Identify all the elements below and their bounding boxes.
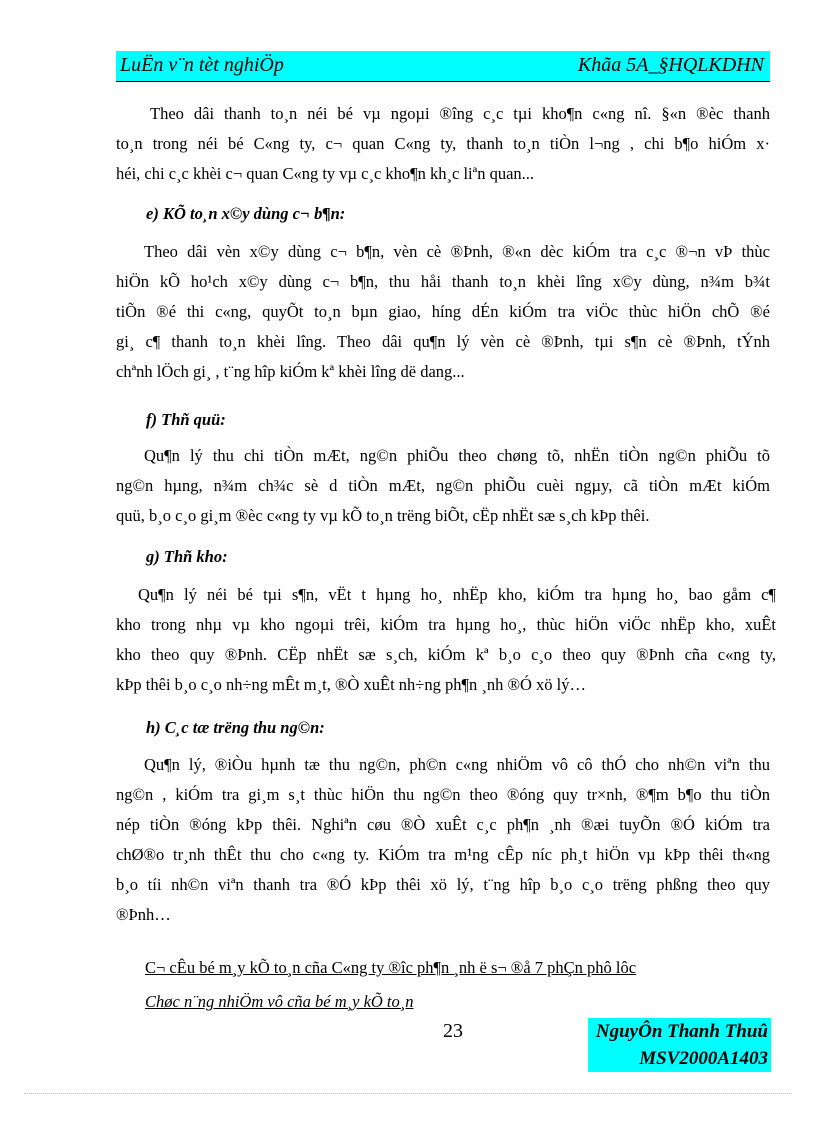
text-line: kho trong nhµ vµ kho ngoµi trêi, kiÓm tra hµng ho¸, thùc hiÖn viÖc nhËp kho, xuÊt: [116, 615, 776, 634]
text-line: hiÖn kÕ ho¹ch x©y dùng c¬ b¶n, thu håi thanh to¸n khèi lîng x©y dùng, n¾m b¾t: [116, 272, 770, 291]
text-line: chªnh lÖch gi¸ , t¨ng hîp kiÓm kª khèi lîng dë dang...: [116, 362, 465, 381]
text-line: Theo dâi vèn x©y dùng c¬ b¶n, vèn cè ®Þnh, ®«n dèc kiÓm tra c¸c ®¬n vÞ thùc: [144, 242, 770, 261]
author-box: [588, 1018, 771, 1072]
paragraph-cashier-team-leaders: [116, 750, 770, 930]
text-line: Qu¶n lý néi bé tµi s¶n, vËt t hµng ho¸ nhËp kho, kiÓm tra hµng ho¸ bao gåm c¶: [138, 585, 776, 604]
text-line: ®Þnh…: [116, 905, 171, 924]
header-course-label: Khãa 5A_§HQLKDHN: [577, 54, 764, 76]
section-heading-h: h) C¸c tæ trëng thu ng©n:: [146, 718, 325, 737]
header-thesis-label: LuËn v¨n tèt nghiÖp: [120, 54, 284, 76]
paragraph-warehouse: [116, 580, 776, 700]
text-line: Theo dâi thanh to¸n néi bé vµ ngoµi ®îng c¸c tµi kho¶n c«ng nî. §«n ®èc thanh: [150, 104, 770, 123]
section-heading-f: f) Thñ quü:: [146, 410, 226, 429]
text-line: quü, b¸o c¸o gi¸m ®èc c«ng ty vµ kÕ to¸n trëng biÕt, cËp nhËt sæ s¸ch kÞp thêi.: [116, 506, 650, 525]
section-heading-g: g) Thñ kho:: [146, 547, 228, 566]
text-line: Qu¶n lý thu chi tiÒn mÆt, ng©n phiÕu theo chøng tõ, nhËn tiÒn ng©n phiÕu tõ: [144, 446, 770, 465]
text-line: chØ®o tr¸nh thÊt thu cho c«ng ty. KiÓm tra m¹ng cÊp níc ph¸t hiÖn vµ kÞp thêi th«ng: [116, 845, 770, 864]
text-line: to¸n trong néi bé C«ng ty, c¬ quan C«ng ty, thanh to¸n tiÒn l¬ng , chi b¶o hiÓm x·: [116, 134, 770, 153]
text-line: ng©n hµng, n¾m ch¾c sè d tiÒn mÆt, ng©n phiÕu cuèi ngµy, cã tiÒn mÆt kiÓm: [116, 476, 770, 495]
paragraph-cashier: [116, 441, 770, 531]
section-heading-e: e) KÕ to¸n x©y dùng c¬ b¶n:: [146, 204, 346, 223]
text-line: Qu¶n lý, ®iÒu hµnh tæ thu ng©n, ph©n c«ng nhiÖm vô cô thÓ cho nh©n viªn thu: [144, 755, 770, 774]
text-line: kho theo quy ®Þnh. CËp nhËt sæ s¸ch, kiÓm kª b¸o c¸o theo quy ®Þnh cña c«ng ty,: [116, 645, 776, 664]
student-id: MSV2000A1403: [639, 1048, 768, 1069]
link-accounting-structure[interactable]: C¬ cÊu bé m¸y kÕ to¸n cña C«ng ty ®îc ph¶n ¸nh ë s¬ ®å 7 phÇn phô lôc: [145, 958, 637, 977]
link-accounting-functions[interactable]: Chøc n¨ng nhiÖm vô cña bé m¸y kÕ to¸n: [145, 992, 414, 1011]
text-line: nép tiÒn ®óng kÞp thêi. Nghiªn cøu ®Ò xuÊt c¸c ph¶n ¸nh ®æi tuyÕn ®Ó kiÓm tra: [116, 815, 770, 834]
author-name: NguyÔn Thanh Thuû: [595, 1021, 768, 1042]
text-line: kÞp thêi b¸o c¸o nh÷ng mÊt m¸t, ®Ò xuÊt nh÷ng ph¶n ¸nh ®Ó xö lý…: [116, 675, 587, 694]
page-divider: [24, 1093, 792, 1094]
text-line: héi, chi c¸c khèi c¬ quan C«ng ty vµ c¸c kho¶n kh¸c liªn quan...: [116, 164, 535, 183]
text-line: ng©n , kiÓm tra gi¸m s¸t thùc hiÖn thu ng©n theo ®óng quy tr×nh, ®¶m b¶o thu tiÒn: [116, 785, 770, 804]
page-header: [116, 51, 770, 82]
page-number: 23: [443, 1020, 463, 1042]
text-line: gi¸ c¶ thanh to¸n khèi lîng. Theo dâi qu¶n lý vèn cè ®Þnh, tµi s¶n cè ®Þnh, tÝnh: [116, 332, 770, 351]
text-line: b¸o tíi nh©n viªn thanh tra ®Ó kÞp thêi xö lý, t¨ng hîp b¸o c¸o trëng phßng theo quy: [116, 875, 770, 894]
text-line: tiÕn ®é thi c«ng, quyÕt to¸n bµn giao, híng dÉn kiÓm tra viÖc thùc hiÖn chÕ ®é: [116, 302, 770, 321]
paragraph-payment-tracking: [116, 99, 770, 189]
paragraph-construction-accounting: [116, 237, 770, 387]
